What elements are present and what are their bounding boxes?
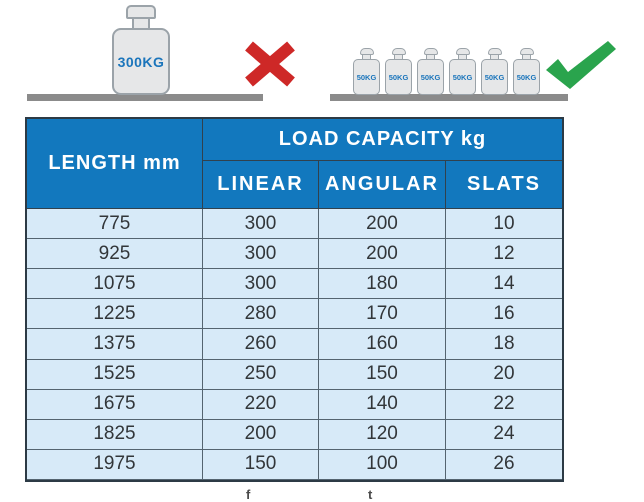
- weight-body: [385, 59, 412, 95]
- cell-length: 1975: [27, 450, 203, 480]
- weight-body: [417, 59, 444, 95]
- header-load-capacity: LOAD CAPACITY kg: [203, 119, 562, 161]
- cropped-text-fragment: t: [368, 487, 373, 502]
- cell-length: 1825: [27, 420, 203, 450]
- cell-linear: 300: [203, 239, 319, 269]
- cross-icon: [244, 39, 296, 89]
- weight-knob-cap: [360, 48, 374, 55]
- cell-slats: 24: [446, 420, 562, 450]
- weight-50kg: [385, 48, 412, 95]
- weight-knob-cap: [424, 48, 438, 55]
- header-angular: ANGULAR: [319, 161, 446, 209]
- weight-knob-cap: [520, 48, 534, 55]
- cell-angular: 180: [319, 269, 446, 299]
- weight-label: 50KG: [356, 72, 377, 82]
- cell-angular: 140: [319, 390, 446, 420]
- weight-knob-cap: [392, 48, 406, 55]
- cell-length: 1075: [27, 269, 203, 299]
- cell-linear: 220: [203, 390, 319, 420]
- cell-linear: 300: [203, 209, 319, 239]
- check-icon: [546, 40, 618, 90]
- weight-300kg: [112, 5, 170, 95]
- cell-angular: 100: [319, 450, 446, 480]
- weight-label: 300KG: [117, 53, 165, 70]
- cell-length: 925: [27, 239, 203, 269]
- cell-slats: 20: [446, 360, 562, 390]
- cell-slats: 14: [446, 269, 562, 299]
- cell-slats: 16: [446, 299, 562, 329]
- cell-length: 1225: [27, 299, 203, 329]
- cell-linear: 200: [203, 420, 319, 450]
- weight-knob-cap: [488, 48, 502, 55]
- cropped-text-fragment: f: [246, 487, 251, 502]
- cell-angular: 200: [319, 239, 446, 269]
- weight-50kg: [513, 48, 540, 95]
- small-weights-row: [353, 48, 540, 95]
- cell-length: 1525: [27, 360, 203, 390]
- load-capacity-table: [25, 117, 564, 482]
- weight-50kg: [449, 48, 476, 95]
- cell-angular: 150: [319, 360, 446, 390]
- weight-50kg: [353, 48, 380, 95]
- cell-angular: 170: [319, 299, 446, 329]
- weight-label: 50KG: [420, 72, 441, 82]
- weight-knob-neck: [132, 19, 150, 28]
- weight-50kg: [417, 48, 444, 95]
- weight-label: 50KG: [484, 72, 505, 82]
- shelf-left: [27, 94, 263, 101]
- cell-linear: 260: [203, 329, 319, 359]
- cell-length: 1375: [27, 329, 203, 359]
- cell-slats: 12: [446, 239, 562, 269]
- weight-body: [449, 59, 476, 95]
- header-slats: SLATS: [446, 161, 562, 209]
- weight-50kg: [481, 48, 508, 95]
- weight-label: 50KG: [452, 72, 473, 82]
- weight-body: [112, 28, 170, 95]
- cell-angular: 120: [319, 420, 446, 450]
- weight-body: [481, 59, 508, 95]
- cell-linear: 150: [203, 450, 319, 480]
- weight-label: 50KG: [388, 72, 409, 82]
- cell-angular: 200: [319, 209, 446, 239]
- cell-length: 775: [27, 209, 203, 239]
- cell-length: 1675: [27, 390, 203, 420]
- header-length: LENGTH mm: [27, 119, 203, 209]
- shelf-right: [330, 94, 568, 101]
- cell-linear: 300: [203, 269, 319, 299]
- weight-knob-cap: [126, 5, 156, 19]
- weight-knob-cap: [456, 48, 470, 55]
- cell-slats: 26: [446, 450, 562, 480]
- cell-slats: 10: [446, 209, 562, 239]
- cell-linear: 280: [203, 299, 319, 329]
- weight-body: [513, 59, 540, 95]
- weight-label: 50KG: [516, 72, 537, 82]
- cell-linear: 250: [203, 360, 319, 390]
- weight-body: [353, 59, 380, 95]
- cell-slats: 18: [446, 329, 562, 359]
- cell-slats: 22: [446, 390, 562, 420]
- cell-angular: 160: [319, 329, 446, 359]
- header-linear: LINEAR: [203, 161, 319, 209]
